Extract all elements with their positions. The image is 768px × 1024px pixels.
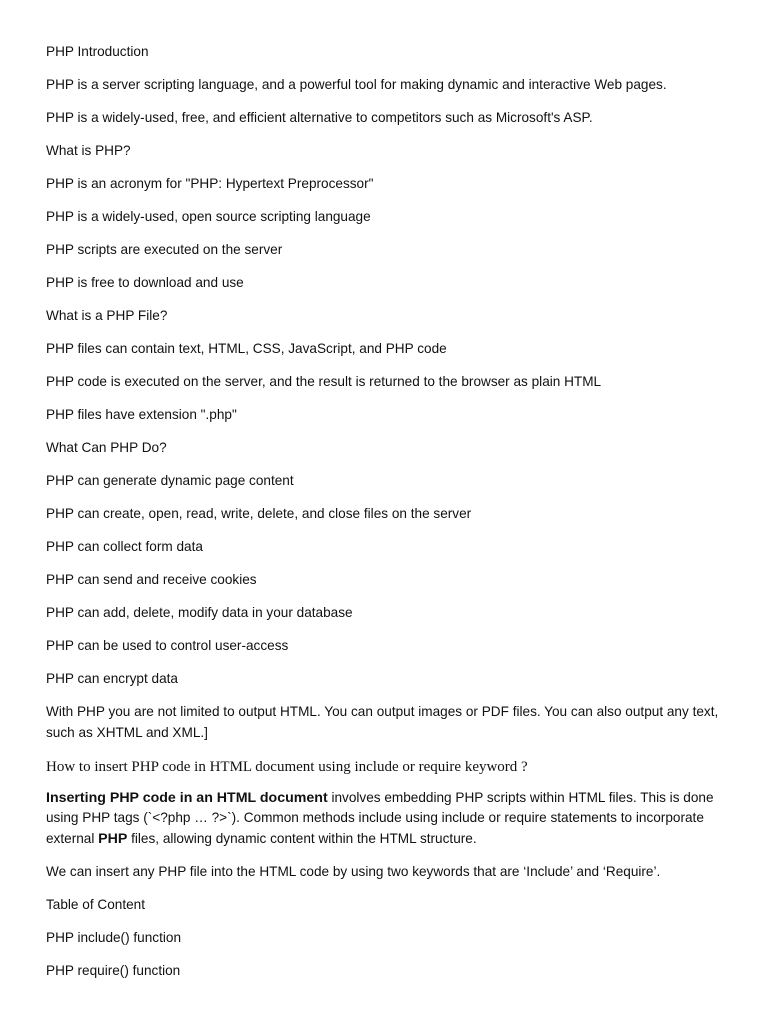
paragraph-text: involves embedding PHP scripts within HTML files. This is done using PHP tags (`<?php … ?>`). Common methods include using include or require statements to incorporate external: [46, 789, 714, 846]
paragraph: PHP is a server scripting language, and a powerful tool for making dynamic and interactive Web pages.: [46, 77, 667, 92]
paragraph: PHP is an acronym for "PHP: Hypertext Preprocessor": [46, 176, 374, 191]
paragraph: PHP can collect form data: [46, 539, 203, 554]
paragraph: PHP can send and receive cookies: [46, 572, 257, 587]
toc-item: PHP require() function: [46, 962, 181, 978]
paragraph: PHP can create, open, read, write, delete, and close files on the server: [46, 506, 472, 521]
paragraph: [46, 788, 722, 850]
paragraph-text: files, allowing dynamic content within the HTML structure.: [127, 830, 477, 846]
section-heading: What is a PHP File?: [46, 308, 168, 323]
paragraph: PHP scripts are executed on the server: [46, 242, 283, 257]
section-heading: What is PHP?: [46, 143, 131, 158]
toc-heading: Table of Content: [46, 896, 145, 912]
paragraph: With PHP you are not limited to output HTML. You can output images or PDF files. You can also output any text, such as XHTML and XML.]: [46, 704, 719, 740]
paragraph: PHP files can contain text, HTML, CSS, JavaScript, and PHP code: [46, 341, 447, 356]
paragraph: PHP can generate dynamic page content: [46, 473, 294, 488]
toc-item: PHP include() function: [46, 929, 182, 945]
paragraph: PHP code is executed on the server, and the result is returned to the browser as plain HTML: [46, 374, 602, 389]
paragraph: PHP is free to download and use: [46, 275, 244, 290]
paragraph: PHP is a widely-used, free, and efficient alternative to competitors such as Microsoft's ASP.: [46, 110, 593, 125]
paragraph: PHP can be used to control user-access: [46, 638, 289, 653]
bold-inline-text: PHP: [98, 830, 128, 847]
doc-title: PHP Introduction: [46, 44, 149, 59]
article-heading: How to insert PHP code in HTML document using include or require keyword ?: [46, 758, 528, 775]
paragraph: PHP files have extension ".php": [46, 407, 237, 422]
paragraph: PHP can encrypt data: [46, 671, 178, 686]
paragraph: PHP is a widely-used, open source scripting language: [46, 209, 371, 224]
section-heading: What Can PHP Do?: [46, 440, 167, 455]
bold-lead-text: Inserting PHP code in an HTML document: [46, 789, 328, 806]
paragraph: We can insert any PHP file into the HTML code by using two keywords that are ‘Include’ and ‘Require’.: [46, 863, 661, 879]
paragraph: PHP can add, delete, modify data in your database: [46, 605, 353, 620]
